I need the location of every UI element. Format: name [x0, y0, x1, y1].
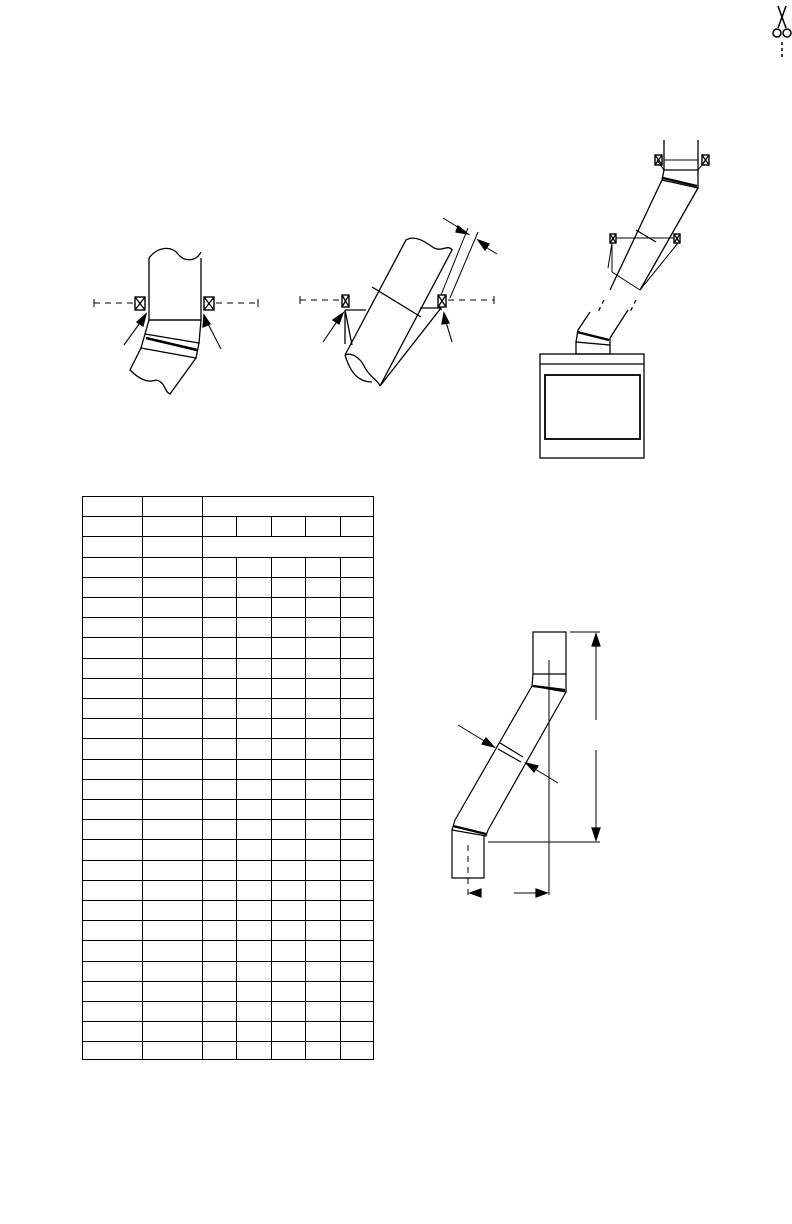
scissors-icon	[773, 6, 791, 60]
offset-table	[82, 496, 374, 1060]
figure-1-pipe-offset	[94, 248, 258, 394]
figure-4-offset-dimensions	[452, 632, 600, 897]
figure-3-offset-to-stove	[540, 140, 709, 458]
table-border	[83, 497, 374, 1060]
figure-2-pipe-angled	[300, 218, 497, 386]
